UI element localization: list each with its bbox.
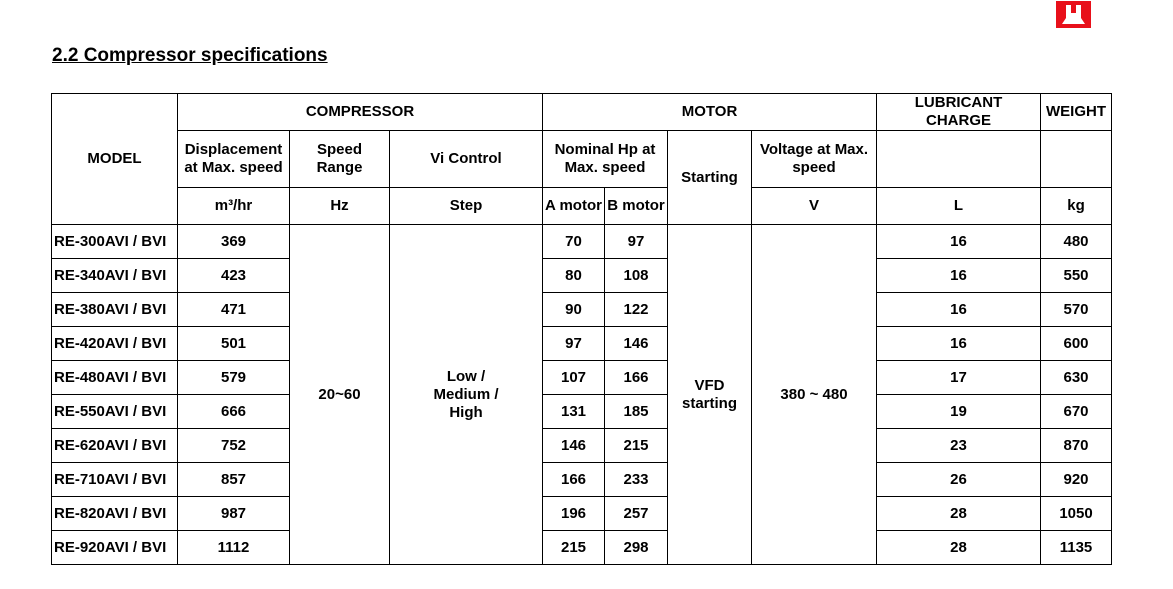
cell-model: RE-820AVI / BVI [52, 497, 178, 531]
cell-voltage: 380 ~ 480 [752, 225, 877, 565]
cell-model: RE-420AVI / BVI [52, 327, 178, 361]
cell-weight: 550 [1041, 259, 1112, 293]
header-speed-range: Speed Range [290, 131, 390, 188]
cell-displacement: 471 [178, 293, 290, 327]
table-row [52, 531, 1112, 565]
cell-displacement: 369 [178, 225, 290, 259]
specifications-table [51, 93, 1112, 565]
header-model: MODEL [52, 94, 178, 225]
cell-model: RE-710AVI / BVI [52, 463, 178, 497]
table-row [52, 429, 1112, 463]
cell-weight: 1050 [1041, 497, 1112, 531]
unit-weight: kg [1041, 188, 1112, 225]
table-row [52, 225, 1112, 259]
cell-b-motor-hp: 257 [605, 497, 668, 531]
cell-lubricant: 16 [877, 225, 1041, 259]
cell-a-motor-hp: 107 [543, 361, 605, 395]
cell-a-motor-hp: 97 [543, 327, 605, 361]
cell-weight: 870 [1041, 429, 1112, 463]
cell-displacement: 987 [178, 497, 290, 531]
cell-b-motor-hp: 298 [605, 531, 668, 565]
table-row [52, 395, 1112, 429]
cell-lubricant: 16 [877, 293, 1041, 327]
cell-a-motor-hp: 215 [543, 531, 605, 565]
cell-a-motor-hp: 166 [543, 463, 605, 497]
cell-b-motor-hp: 215 [605, 429, 668, 463]
header-b-motor: B motor [605, 188, 668, 225]
header-weight: WEIGHT [1041, 94, 1112, 131]
cell-b-motor-hp: 185 [605, 395, 668, 429]
header-motor: MOTOR [543, 94, 877, 131]
table-row [52, 361, 1112, 395]
unit-lubricant: L [877, 188, 1041, 225]
header-vi-control: Vi Control [390, 131, 543, 188]
cell-displacement: 423 [178, 259, 290, 293]
section-title: 2.2 Compressor specifications [52, 45, 328, 66]
lubricant-empty-cell [877, 131, 1041, 188]
table-row [52, 463, 1112, 497]
cell-lubricant: 17 [877, 361, 1041, 395]
table-row [52, 293, 1112, 327]
cell-weight: 670 [1041, 395, 1112, 429]
cell-weight: 570 [1041, 293, 1112, 327]
header-nominal-hp: Nominal Hp at Max. speed [543, 131, 668, 188]
cell-starting: VFD starting [668, 225, 752, 565]
cell-vi-control: Low / Medium / High [390, 225, 543, 565]
unit-voltage: V [752, 188, 877, 225]
unit-vi: Step [390, 188, 543, 225]
cell-displacement: 579 [178, 361, 290, 395]
cell-b-motor-hp: 233 [605, 463, 668, 497]
cell-model: RE-550AVI / BVI [52, 395, 178, 429]
cell-a-motor-hp: 131 [543, 395, 605, 429]
table-row [52, 259, 1112, 293]
cell-b-motor-hp: 166 [605, 361, 668, 395]
unit-speed: Hz [290, 188, 390, 225]
header-compressor: COMPRESSOR [178, 94, 543, 131]
cell-displacement: 666 [178, 395, 290, 429]
weight-empty-cell [1041, 131, 1112, 188]
cell-model: RE-480AVI / BVI [52, 361, 178, 395]
cell-b-motor-hp: 122 [605, 293, 668, 327]
cell-a-motor-hp: 146 [543, 429, 605, 463]
cell-lubricant: 28 [877, 497, 1041, 531]
unit-displacement: m³/hr [178, 188, 290, 225]
cell-b-motor-hp: 108 [605, 259, 668, 293]
cell-b-motor-hp: 97 [605, 225, 668, 259]
cell-displacement: 752 [178, 429, 290, 463]
cell-weight: 600 [1041, 327, 1112, 361]
header-starting: Starting [668, 131, 752, 225]
cell-lubricant: 16 [877, 259, 1041, 293]
table-row [52, 497, 1112, 531]
cell-model: RE-620AVI / BVI [52, 429, 178, 463]
header-voltage: Voltage at Max. speed [752, 131, 877, 188]
cell-weight: 480 [1041, 225, 1112, 259]
cell-a-motor-hp: 70 [543, 225, 605, 259]
header-lubricant: LUBRICANT CHARGE [877, 94, 1041, 131]
cell-displacement: 501 [178, 327, 290, 361]
cell-a-motor-hp: 196 [543, 497, 605, 531]
cell-lubricant: 28 [877, 531, 1041, 565]
cell-model: RE-380AVI / BVI [52, 293, 178, 327]
cell-weight: 1135 [1041, 531, 1112, 565]
cell-b-motor-hp: 146 [605, 327, 668, 361]
header-displacement: Displacement at Max. speed [178, 131, 290, 188]
cell-a-motor-hp: 80 [543, 259, 605, 293]
header-a-motor: A motor [543, 188, 605, 225]
cell-lubricant: 23 [877, 429, 1041, 463]
table-row [52, 327, 1112, 361]
cell-lubricant: 26 [877, 463, 1041, 497]
cell-model: RE-340AVI / BVI [52, 259, 178, 293]
cell-weight: 630 [1041, 361, 1112, 395]
cell-model: RE-300AVI / BVI [52, 225, 178, 259]
cell-lubricant: 19 [877, 395, 1041, 429]
cell-lubricant: 16 [877, 327, 1041, 361]
cell-speed-range: 20~60 [290, 225, 390, 565]
cell-a-motor-hp: 90 [543, 293, 605, 327]
cell-displacement: 857 [178, 463, 290, 497]
cell-displacement: 1112 [178, 531, 290, 565]
cell-model: RE-920AVI / BVI [52, 531, 178, 565]
cell-weight: 920 [1041, 463, 1112, 497]
company-logo [1056, 1, 1091, 28]
